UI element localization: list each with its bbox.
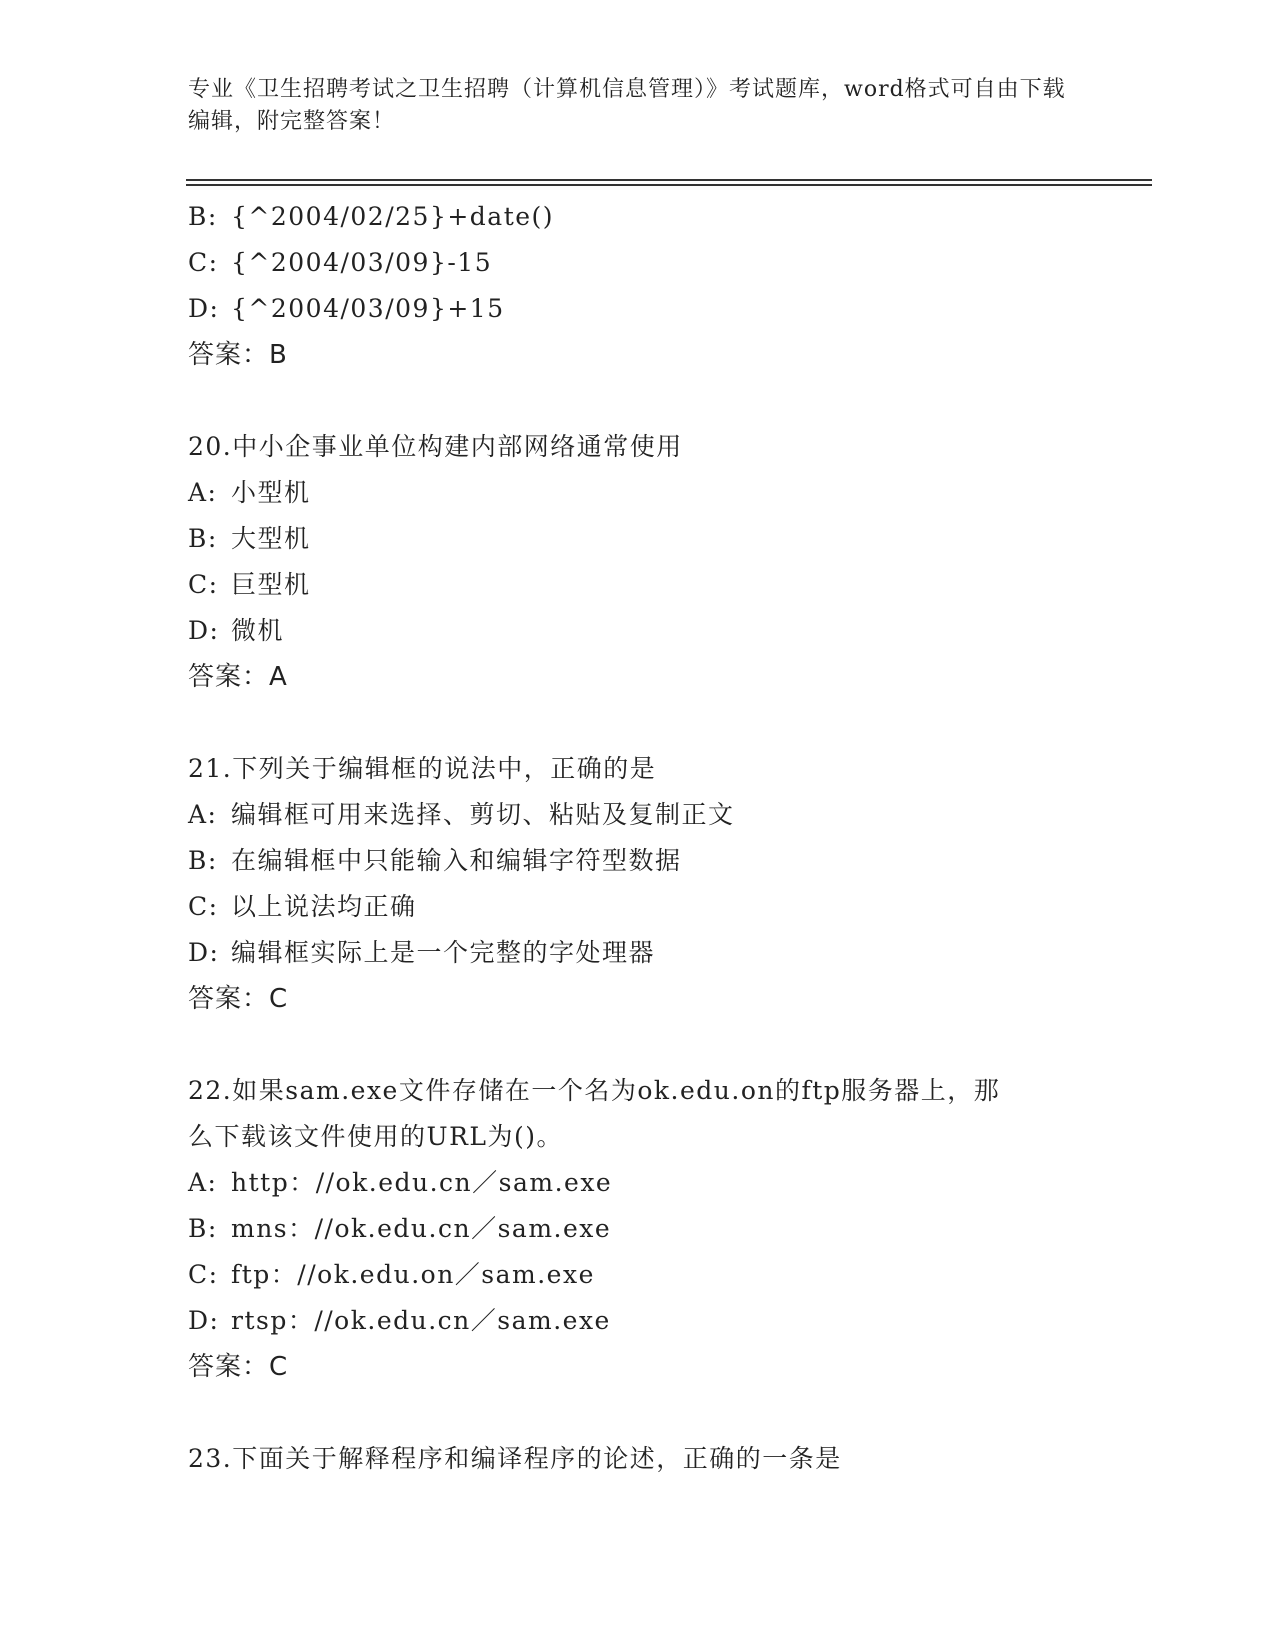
header-rule-bottom	[186, 184, 1152, 186]
question-stem-line-1: 22.如果sam.exe文件存储在一个名为ok.edu.on的ftp服务器上，那	[188, 1076, 1001, 1105]
option-a: A: http：//ok.edu.cn／sam.exe	[188, 1168, 613, 1197]
answer: 答案：A	[188, 662, 288, 692]
option-c: C: {^2004/03/09}-15	[188, 248, 493, 277]
question-list	[188, 194, 1128, 1482]
option-d: D: {^2004/03/09}+15	[188, 294, 505, 323]
option-b: B: {^2004/02/25}+date()	[188, 202, 555, 231]
option-b: B: 在编辑框中只能输入和编辑字符型数据	[188, 846, 682, 875]
question-stem: 20.中小企事业单位构建内部网络通常使用	[188, 432, 683, 461]
option-d: D: 微机	[188, 616, 285, 645]
option-c: C: ftp：//ok.edu.on／sam.exe	[188, 1260, 595, 1289]
question-21	[188, 746, 1128, 1022]
answer: 答案：C	[188, 984, 289, 1014]
answer: 答案：B	[188, 340, 288, 370]
document-header: 专业《卫生招聘考试之卫生招聘（计算机信息管理）》考试题库，word格式可自由下载编辑，附完整答案！	[188, 77, 1066, 134]
option-c: C: 以上说法均正确	[188, 892, 417, 921]
option-a: A: 编辑框可用来选择、剪切、粘贴及复制正文	[188, 800, 735, 829]
question-22	[188, 1068, 1128, 1390]
question-23	[188, 1436, 1128, 1482]
header-rule-top	[186, 179, 1152, 181]
option-d: D: rtsp：//ok.edu.cn／sam.exe	[188, 1306, 611, 1335]
option-d: D: 编辑框实际上是一个完整的字处理器	[188, 938, 656, 967]
option-c: C: 巨型机	[188, 570, 311, 599]
question-20	[188, 424, 1128, 700]
question-stem: 23.下面关于解释程序和编译程序的论述，正确的一条是	[188, 1444, 842, 1473]
question-19-continued	[188, 194, 1128, 378]
option-a: A: 小型机	[188, 478, 311, 507]
answer: 答案：C	[188, 1352, 289, 1382]
option-b: B: mns：//ok.edu.cn／sam.exe	[188, 1214, 612, 1243]
option-b: B: 大型机	[188, 524, 311, 553]
question-stem: 21.下列关于编辑框的说法中，正确的是	[188, 754, 657, 783]
question-stem-line-2: 么下载该文件使用的URL为()。	[188, 1122, 564, 1151]
